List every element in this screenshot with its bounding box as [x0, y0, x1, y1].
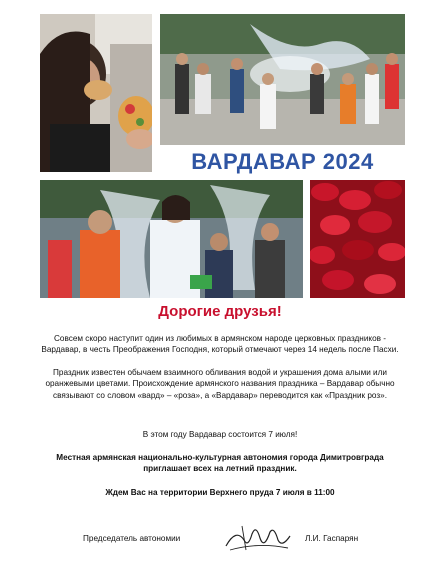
signatory-position: Председатель автономии: [83, 534, 181, 543]
intro-paragraph: Совсем скоро наступит один из любимых в армянском народе церковных праздников - Вардавар, в честь Преображения Господня, который отмечают через 14 недель после Пасхи.: [41, 334, 399, 355]
poster-title: ВАРДАВАР 2024: [191, 149, 374, 174]
tradition-paragraph: Праздник известен обычаем взаимного обливания водой и украшения дома алыми или оранжевыми цветами. Происхождение армянского названия праздника – Вардавар обычно связывают со словом «вард» – «роза», а «Вардавар» переводится как «Праздник роз».: [45, 368, 395, 400]
greeting-heading: Дорогие друзья!: [158, 303, 282, 320]
date-paragraph: В этом году Вардавар состоится 7 июля!: [142, 430, 298, 439]
signatory-name: Л.И. Гаспарян: [305, 534, 359, 543]
handwritten-signature: [222, 520, 294, 554]
invitation-paragraph: Местная армянская национально-культурная автономия города Димитровграда приглашает всех на летний праздник.: [56, 453, 384, 474]
red-rose-petals-photo: [310, 180, 405, 298]
splashing-children-photo: [40, 180, 303, 298]
girl-eating-photo: [40, 14, 152, 172]
water-fight-crowd-photo: [160, 14, 405, 145]
venue-paragraph: Ждем Вас на территории Верхнего пруда 7 июля в 11:00: [105, 488, 335, 497]
